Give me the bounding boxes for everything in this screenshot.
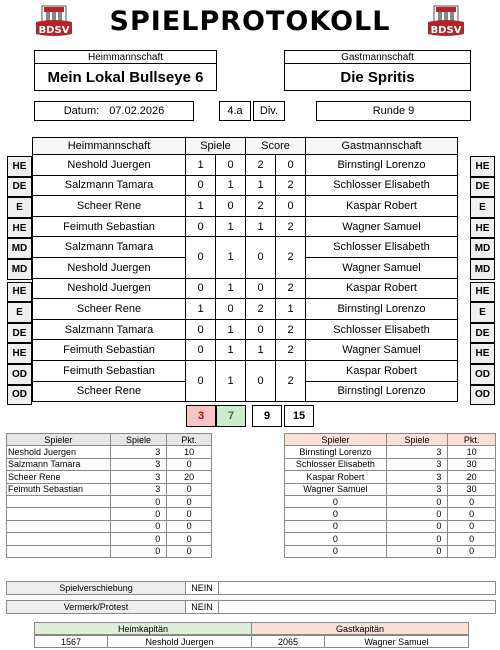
logo-text: BDSV bbox=[38, 25, 70, 36]
date-field bbox=[34, 101, 194, 121]
home-player: Neshold Juergen bbox=[33, 278, 186, 299]
away-team-name: Die Spritis bbox=[284, 63, 471, 91]
home-games: 0 bbox=[186, 360, 216, 401]
home-games: 1 bbox=[186, 299, 216, 320]
match-row bbox=[33, 237, 458, 258]
match-type-label: HE bbox=[470, 343, 495, 364]
home-player: Feimuth Sebastian bbox=[33, 216, 186, 237]
player-points: 30 bbox=[448, 458, 496, 470]
player-games: 0 bbox=[386, 545, 448, 557]
division-number: 4.a bbox=[219, 101, 251, 121]
away-player: Wagner Samuel bbox=[306, 340, 458, 361]
match-type-label: HE bbox=[7, 343, 32, 364]
logo-text: BDSV bbox=[430, 25, 462, 36]
player-name bbox=[7, 545, 111, 557]
home-team-label: Heimmannschaft bbox=[34, 50, 217, 64]
round-field: Runde 9 bbox=[316, 101, 471, 121]
player-games: 0 bbox=[110, 545, 167, 557]
player-row bbox=[7, 483, 212, 495]
home-player: Neshold Juergen bbox=[33, 155, 186, 176]
player-row bbox=[7, 545, 212, 557]
match-type-label: E bbox=[7, 302, 32, 323]
home-captain-label: Heimkapitän bbox=[34, 622, 252, 635]
match-type-label: HE bbox=[7, 156, 32, 177]
match-row bbox=[33, 196, 458, 217]
match-table bbox=[32, 137, 458, 402]
home-player: Scheer Rene bbox=[33, 196, 186, 217]
player-name: Birnstingl Lorenzo bbox=[285, 446, 387, 458]
total-away-games: 7 bbox=[216, 405, 246, 427]
player-games: 3 bbox=[386, 471, 448, 483]
match-type-label: OD bbox=[7, 364, 32, 385]
away-score: 2 bbox=[276, 237, 306, 278]
player-points: 0 bbox=[167, 520, 212, 532]
away-games: 0 bbox=[216, 155, 246, 176]
away-team-label: Gastmannschaft bbox=[284, 50, 471, 64]
protest-note bbox=[218, 600, 496, 614]
away-col-games: Spiele bbox=[386, 434, 448, 446]
away-score: 2 bbox=[276, 175, 306, 196]
home-score: 1 bbox=[246, 216, 276, 237]
player-name bbox=[7, 533, 111, 545]
away-score: 0 bbox=[276, 196, 306, 217]
total-home-games: 3 bbox=[186, 405, 216, 427]
match-type-label: HE bbox=[470, 282, 495, 303]
match-row bbox=[33, 278, 458, 299]
player-points: 0 bbox=[448, 533, 496, 545]
match-type-label: MD bbox=[7, 259, 32, 280]
match-row bbox=[33, 360, 458, 381]
home-score: 0 bbox=[246, 278, 276, 299]
player-name: Salzmann Tamara bbox=[7, 458, 111, 470]
away-player: Wagner Samuel bbox=[306, 216, 458, 237]
away-score: 2 bbox=[276, 360, 306, 401]
home-score: 0 bbox=[246, 319, 276, 340]
home-games: 1 bbox=[186, 196, 216, 217]
player-games: 3 bbox=[110, 471, 167, 483]
player-name bbox=[7, 508, 111, 520]
home-games: 0 bbox=[186, 319, 216, 340]
away-games: 0 bbox=[216, 196, 246, 217]
player-games: 3 bbox=[110, 446, 167, 458]
home-player: Feimuth Sebastian bbox=[33, 340, 186, 361]
player-name: Feimuth Sebastian bbox=[7, 483, 111, 495]
match-type-label: HE bbox=[470, 156, 495, 177]
away-player: Kaspar Robert bbox=[306, 278, 458, 299]
player-games: 3 bbox=[386, 446, 448, 458]
player-games: 0 bbox=[110, 520, 167, 532]
player-name: 0 bbox=[285, 495, 387, 507]
player-row bbox=[285, 533, 496, 545]
away-player: Wagner Samuel bbox=[306, 257, 458, 278]
player-row bbox=[285, 545, 496, 557]
away-captain-name: Wagner Samuel bbox=[324, 635, 469, 648]
home-score: 1 bbox=[246, 340, 276, 361]
away-player: Birnstingl Lorenzo bbox=[306, 381, 458, 402]
home-score: 0 bbox=[246, 237, 276, 278]
postponement-value: NEIN bbox=[185, 581, 219, 595]
player-games: 3 bbox=[386, 483, 448, 495]
player-name: Kaspar Robert bbox=[285, 471, 387, 483]
player-name bbox=[7, 495, 111, 507]
away-players-table bbox=[284, 433, 496, 558]
player-points: 0 bbox=[167, 533, 212, 545]
match-type-label: HE bbox=[470, 218, 495, 239]
home-games: 1 bbox=[186, 155, 216, 176]
away-player: Schlosser Elisabeth bbox=[306, 319, 458, 340]
player-row bbox=[7, 495, 212, 507]
away-games: 1 bbox=[216, 319, 246, 340]
home-player: Feimuth Sebastian bbox=[33, 360, 186, 381]
home-player: Scheer Rene bbox=[33, 299, 186, 320]
away-score: 2 bbox=[276, 340, 306, 361]
home-player: Scheer Rene bbox=[33, 381, 186, 402]
match-type-label: DE bbox=[470, 177, 495, 198]
home-games: 0 bbox=[186, 278, 216, 299]
player-points: 0 bbox=[167, 458, 212, 470]
match-type-label: E bbox=[470, 197, 495, 218]
player-points: 20 bbox=[167, 471, 212, 483]
home-col-player: Spieler bbox=[7, 434, 111, 446]
match-row bbox=[33, 299, 458, 320]
player-row bbox=[7, 508, 212, 520]
away-col-player: Spieler bbox=[285, 434, 387, 446]
away-games: 0 bbox=[216, 299, 246, 320]
player-points: 0 bbox=[448, 508, 496, 520]
away-player: Schlosser Elisabeth bbox=[306, 175, 458, 196]
away-player: Schlosser Elisabeth bbox=[306, 237, 458, 258]
match-type-label: MD bbox=[7, 238, 32, 259]
player-points: 20 bbox=[448, 471, 496, 483]
match-type-label: OD bbox=[470, 385, 495, 406]
protest-value: NEIN bbox=[185, 600, 219, 614]
match-type-label: DE bbox=[470, 323, 495, 344]
player-row bbox=[285, 446, 496, 458]
protest-label: Vermerk/Protest bbox=[6, 600, 186, 614]
home-players-table bbox=[6, 433, 212, 558]
away-score: 2 bbox=[276, 278, 306, 299]
match-type-label: DE bbox=[7, 177, 32, 198]
player-name: 0 bbox=[285, 533, 387, 545]
player-row bbox=[285, 508, 496, 520]
player-name: Wagner Samuel bbox=[285, 483, 387, 495]
home-games: 0 bbox=[186, 175, 216, 196]
player-row bbox=[285, 495, 496, 507]
match-type-label: OD bbox=[470, 364, 495, 385]
home-player: Salzmann Tamara bbox=[33, 175, 186, 196]
away-player: Kaspar Robert bbox=[306, 196, 458, 217]
player-row bbox=[7, 520, 212, 532]
date-value: 07.02.2026 bbox=[109, 105, 165, 117]
home-captain-id: 1567 bbox=[34, 635, 108, 648]
player-points: 30 bbox=[448, 483, 496, 495]
player-row bbox=[7, 446, 212, 458]
col-score: Score bbox=[246, 138, 306, 155]
home-player: Salzmann Tamara bbox=[33, 237, 186, 258]
match-row bbox=[33, 216, 458, 237]
player-points: 0 bbox=[167, 545, 212, 557]
date-label: Datum: bbox=[63, 105, 100, 117]
home-games: 0 bbox=[186, 340, 216, 361]
match-type-label: HE bbox=[7, 218, 32, 239]
home-score: 1 bbox=[246, 175, 276, 196]
player-points: 0 bbox=[167, 495, 212, 507]
col-away-team: Gastmannschaft bbox=[306, 138, 458, 155]
player-games: 3 bbox=[110, 458, 167, 470]
player-points: 0 bbox=[167, 483, 212, 495]
match-row bbox=[33, 175, 458, 196]
player-games: 0 bbox=[386, 533, 448, 545]
player-points: 0 bbox=[448, 545, 496, 557]
home-games: 0 bbox=[186, 237, 216, 278]
player-games: 0 bbox=[110, 533, 167, 545]
away-games: 1 bbox=[216, 278, 246, 299]
away-col-points: Pkt. bbox=[448, 434, 496, 446]
player-row bbox=[7, 458, 212, 470]
player-name: Scheer Rene bbox=[7, 471, 111, 483]
match-row bbox=[33, 319, 458, 340]
home-player: Salzmann Tamara bbox=[33, 319, 186, 340]
player-points: 0 bbox=[167, 508, 212, 520]
col-games: Spiele bbox=[186, 138, 246, 155]
player-points: 0 bbox=[448, 495, 496, 507]
total-away-score: 15 bbox=[284, 405, 314, 427]
away-captain-label: Gastkapitän bbox=[251, 622, 469, 635]
away-player: Birnstingl Lorenzo bbox=[306, 299, 458, 320]
away-captain-id: 2065 bbox=[251, 635, 325, 648]
away-score: 0 bbox=[276, 155, 306, 176]
player-name: Neshold Juergen bbox=[7, 446, 111, 458]
home-score: 2 bbox=[246, 299, 276, 320]
home-score: 2 bbox=[246, 196, 276, 217]
player-games: 0 bbox=[110, 495, 167, 507]
player-name: 0 bbox=[285, 545, 387, 557]
page-title: SPIELPROTOKOLL bbox=[109, 6, 391, 37]
away-score: 2 bbox=[276, 216, 306, 237]
away-score: 1 bbox=[276, 299, 306, 320]
player-points: 0 bbox=[448, 520, 496, 532]
match-type-label: DE bbox=[7, 323, 32, 344]
home-captain-name: Neshold Juergen bbox=[107, 635, 252, 648]
player-name: 0 bbox=[285, 520, 387, 532]
match-type-label: HE bbox=[7, 282, 32, 303]
player-games: 3 bbox=[386, 458, 448, 470]
player-name bbox=[7, 520, 111, 532]
player-games: 3 bbox=[110, 483, 167, 495]
player-games: 0 bbox=[110, 508, 167, 520]
home-col-games: Spiele bbox=[110, 434, 167, 446]
home-player: Neshold Juergen bbox=[33, 257, 186, 278]
match-type-label: MD bbox=[470, 259, 495, 280]
player-row bbox=[285, 458, 496, 470]
away-games: 1 bbox=[216, 360, 246, 401]
away-games: 1 bbox=[216, 216, 246, 237]
match-type-label: E bbox=[470, 302, 495, 323]
division-label: Div. bbox=[253, 101, 285, 121]
postponement-note bbox=[218, 581, 496, 595]
home-team-name: Mein Lokal Bullseye 6 bbox=[34, 63, 217, 91]
player-row bbox=[285, 471, 496, 483]
player-name: Schlosser Elisabeth bbox=[285, 458, 387, 470]
player-row bbox=[285, 483, 496, 495]
player-games: 0 bbox=[386, 508, 448, 520]
away-games: 1 bbox=[216, 237, 246, 278]
match-type-label: OD bbox=[7, 385, 32, 406]
player-name: 0 bbox=[285, 508, 387, 520]
player-row bbox=[7, 471, 212, 483]
home-score: 2 bbox=[246, 155, 276, 176]
match-row bbox=[33, 155, 458, 176]
player-points: 10 bbox=[167, 446, 212, 458]
match-row bbox=[33, 340, 458, 361]
home-col-points: Pkt. bbox=[167, 434, 212, 446]
match-type-label: MD bbox=[470, 238, 495, 259]
away-games: 1 bbox=[216, 175, 246, 196]
away-player: Kaspar Robert bbox=[306, 360, 458, 381]
home-score: 0 bbox=[246, 360, 276, 401]
player-points: 10 bbox=[448, 446, 496, 458]
away-player: Birnstingl Lorenzo bbox=[306, 155, 458, 176]
player-games: 0 bbox=[386, 495, 448, 507]
away-games: 1 bbox=[216, 340, 246, 361]
home-games: 0 bbox=[186, 216, 216, 237]
col-home-team: Heimmannschaft bbox=[33, 138, 186, 155]
player-row bbox=[7, 533, 212, 545]
player-games: 0 bbox=[386, 520, 448, 532]
total-home-score: 9 bbox=[252, 405, 282, 427]
postponement-label: Spielverschiebung bbox=[6, 581, 186, 595]
away-score: 2 bbox=[276, 319, 306, 340]
player-row bbox=[285, 520, 496, 532]
match-type-label: E bbox=[7, 197, 32, 218]
